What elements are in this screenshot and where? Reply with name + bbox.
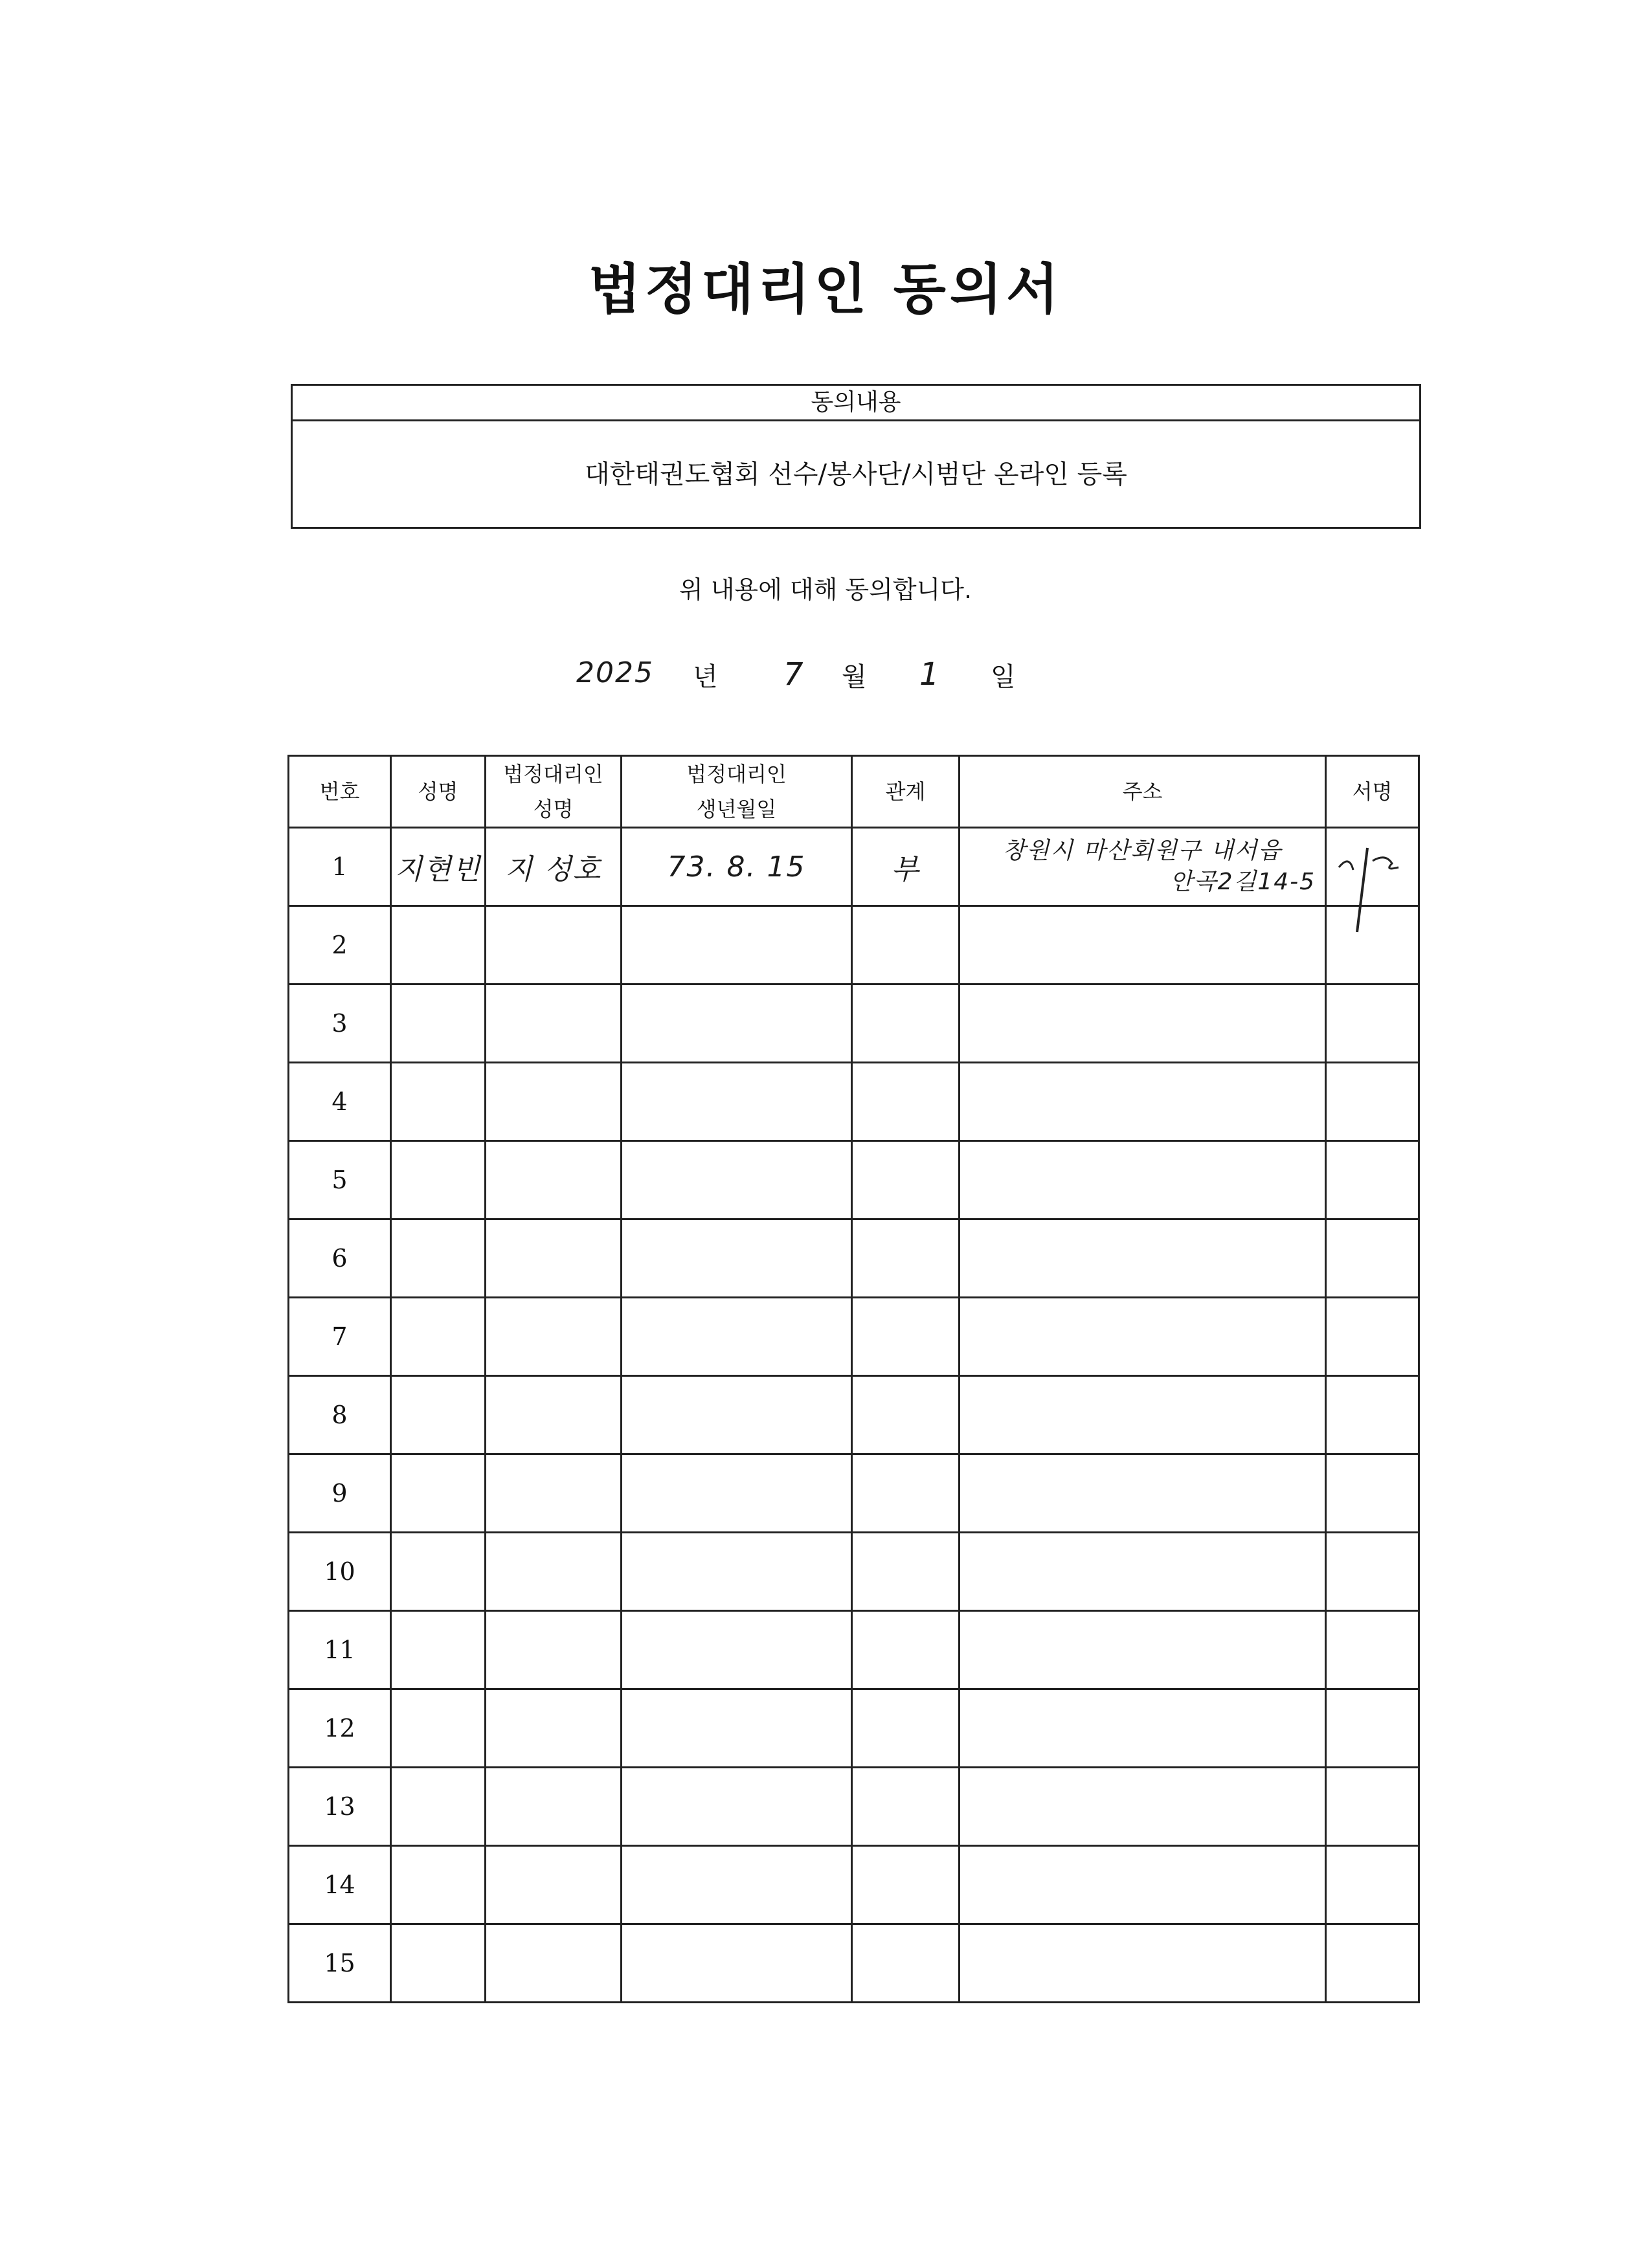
address-line-1: 창원시 마산회원구 내서읍 — [1002, 838, 1283, 864]
row-relation-cell — [852, 1376, 960, 1454]
row-guardian-name-cell — [486, 1689, 622, 1768]
row-guardian-name-cell — [486, 1454, 622, 1533]
row-guardian-birth-cell — [622, 984, 852, 1063]
row-guardian-birth-cell — [622, 1376, 852, 1454]
row-number-cell: 1 — [289, 828, 391, 906]
table-row — [289, 1689, 1419, 1768]
header-guardian-name-line1: 법정대리인 — [503, 762, 603, 786]
row-signature-cell — [1326, 1533, 1419, 1611]
row-name-cell — [391, 1846, 486, 1924]
row-signature-cell — [1326, 984, 1419, 1063]
row-address-cell — [960, 1689, 1326, 1768]
row-address-cell — [960, 1454, 1326, 1533]
table-row — [289, 1141, 1419, 1219]
row-name-cell — [391, 1376, 486, 1454]
header-name: 성명 — [391, 756, 486, 828]
row-guardian-birth-cell — [622, 1454, 852, 1533]
header-address: 주소 — [960, 756, 1326, 828]
row-signature-cell — [1326, 1924, 1419, 2003]
row-guardian-name-cell — [486, 1611, 622, 1689]
table-row — [289, 1611, 1419, 1689]
row-address-cell — [960, 1298, 1326, 1376]
row-name-cell — [391, 1533, 486, 1611]
date-line — [570, 647, 1088, 706]
row-guardian-name-cell: 지 성호 — [486, 828, 622, 906]
row-guardian-name-cell — [486, 1298, 622, 1376]
header-guardian-birth-line2: 생년월일 — [696, 797, 777, 821]
row-relation-cell — [852, 984, 960, 1063]
table-row — [289, 984, 1419, 1063]
row-guardian-name-cell — [486, 1846, 622, 1924]
row-guardian-name-cell — [486, 1376, 622, 1454]
header-guardian-birth-line1: 법정대리인 — [686, 762, 787, 786]
row-signature-cell — [1326, 1611, 1419, 1689]
row-name-cell: 지현빈 — [391, 828, 486, 906]
header-guardian-name-line2: 성명 — [533, 797, 574, 821]
row-guardian-birth-cell — [622, 1141, 852, 1219]
row-number-cell: 5 — [289, 1141, 391, 1219]
row-relation-cell — [852, 1298, 960, 1376]
row-number-cell: 8 — [289, 1376, 391, 1454]
consent-box — [291, 384, 1421, 529]
row-name-cell — [391, 1219, 486, 1298]
row-name-cell — [391, 984, 486, 1063]
row-relation-cell — [852, 1924, 960, 2003]
table-row — [289, 906, 1419, 984]
row-signature-cell — [1326, 1219, 1419, 1298]
row-guardian-name-cell — [486, 984, 622, 1063]
row-relation-cell — [852, 1454, 960, 1533]
row-signature-cell — [1326, 1768, 1419, 1846]
row-guardian-name-cell — [486, 1141, 622, 1219]
row-number-cell: 14 — [289, 1846, 391, 1924]
row-number-cell: 6 — [289, 1219, 391, 1298]
agree-statement: 위 내용에 대해 동의합니다. — [679, 575, 972, 604]
row-guardian-birth-cell — [622, 1924, 852, 2003]
members-table — [287, 755, 1420, 2003]
row-address-cell — [960, 1376, 1326, 1454]
row-relation-cell: 부 — [852, 828, 960, 906]
date-month: 7 — [783, 656, 805, 693]
table-row — [289, 1063, 1419, 1141]
row-number-cell: 10 — [289, 1533, 391, 1611]
consent-header: 동의내용 — [293, 386, 1419, 421]
row-guardian-birth-cell — [622, 1689, 852, 1768]
row-name-cell — [391, 1454, 486, 1533]
address-line-2: 안곡2길14-5 — [1170, 869, 1316, 895]
date-day-unit: 일 — [991, 662, 1016, 692]
row-address-cell — [960, 1533, 1326, 1611]
row-name-cell — [391, 1298, 486, 1376]
table-row — [289, 1768, 1419, 1846]
row-name-cell — [391, 1611, 486, 1689]
row-guardian-birth-cell: 73. 8. 15 — [622, 828, 852, 906]
row-address-cell — [960, 984, 1326, 1063]
row-guardian-name-cell — [486, 1533, 622, 1611]
row-address-cell — [960, 1063, 1326, 1141]
header-guardian-name — [486, 756, 622, 828]
consent-content: 대한태권도협회 선수/봉사단/시범단 온라인 등록 — [585, 460, 1127, 489]
table-row — [289, 1298, 1419, 1376]
table-row — [289, 1533, 1419, 1611]
date-day: 1 — [919, 656, 941, 693]
row-number-cell: 9 — [289, 1454, 391, 1533]
row-signature-cell — [1326, 1689, 1419, 1768]
row-relation-cell — [852, 1219, 960, 1298]
date-month-unit: 월 — [842, 662, 867, 692]
table-body — [289, 828, 1419, 2003]
header-signature: 서명 — [1326, 756, 1419, 828]
row-guardian-birth-cell — [622, 1846, 852, 1924]
row-number-cell: 15 — [289, 1924, 391, 2003]
row-address-cell — [960, 828, 1326, 906]
table-row — [289, 1454, 1419, 1533]
row-guardian-birth-cell — [622, 1063, 852, 1141]
row-name-cell — [391, 1063, 486, 1141]
row-number-cell: 13 — [289, 1768, 391, 1846]
row-relation-cell — [852, 1063, 960, 1141]
date-year: 2025 — [576, 656, 654, 689]
row-signature-cell — [1326, 1454, 1419, 1533]
page-title: 법정대리인 동의서 — [588, 257, 1063, 321]
row-guardian-birth-cell — [622, 1533, 852, 1611]
row-guardian-name-cell — [486, 1063, 622, 1141]
row-guardian-birth-cell — [622, 1219, 852, 1298]
row-name-cell — [391, 906, 486, 984]
row-number-cell: 7 — [289, 1298, 391, 1376]
row-relation-cell — [852, 1768, 960, 1846]
row-name-cell — [391, 1141, 486, 1219]
table-row — [289, 828, 1419, 906]
row-signature-cell — [1326, 1298, 1419, 1376]
row-signature-cell — [1326, 1846, 1419, 1924]
row-name-cell — [391, 1689, 486, 1768]
row-guardian-name-cell — [486, 1219, 622, 1298]
row-guardian-birth-cell — [622, 1611, 852, 1689]
row-relation-cell — [852, 1689, 960, 1768]
row-number-cell: 4 — [289, 1063, 391, 1141]
header-relation: 관계 — [852, 756, 960, 828]
table-row — [289, 1924, 1419, 2003]
row-address-cell — [960, 1846, 1326, 1924]
date-year-unit: 년 — [693, 662, 718, 692]
table-row — [289, 1846, 1419, 1924]
row-guardian-birth-cell — [622, 906, 852, 984]
row-number-cell: 12 — [289, 1689, 391, 1768]
row-number-cell: 3 — [289, 984, 391, 1063]
handwritten-signature-mark — [1327, 841, 1405, 939]
header-guardian-birth — [622, 756, 852, 828]
row-guardian-name-cell — [486, 906, 622, 984]
row-relation-cell — [852, 1611, 960, 1689]
row-address-cell — [960, 1768, 1326, 1846]
row-signature-cell — [1326, 1141, 1419, 1219]
row-name-cell — [391, 1768, 486, 1846]
row-address-cell — [960, 1141, 1326, 1219]
row-number-cell: 11 — [289, 1611, 391, 1689]
table-header-row — [289, 756, 1419, 828]
row-guardian-name-cell — [486, 1768, 622, 1846]
row-address-cell — [960, 1924, 1326, 2003]
row-guardian-name-cell — [486, 1924, 622, 2003]
table-row — [289, 1376, 1419, 1454]
row-signature-cell — [1326, 1063, 1419, 1141]
row-relation-cell — [852, 1141, 960, 1219]
row-name-cell — [391, 1924, 486, 2003]
row-relation-cell — [852, 906, 960, 984]
row-signature-cell — [1326, 1376, 1419, 1454]
table-row — [289, 1219, 1419, 1298]
row-guardian-birth-cell — [622, 1768, 852, 1846]
row-address-cell — [960, 906, 1326, 984]
row-relation-cell — [852, 1846, 960, 1924]
header-number: 번호 — [289, 756, 391, 828]
row-relation-cell — [852, 1533, 960, 1611]
row-guardian-birth-cell — [622, 1298, 852, 1376]
row-address-cell — [960, 1219, 1326, 1298]
row-address-cell — [960, 1611, 1326, 1689]
row-number-cell: 2 — [289, 906, 391, 984]
